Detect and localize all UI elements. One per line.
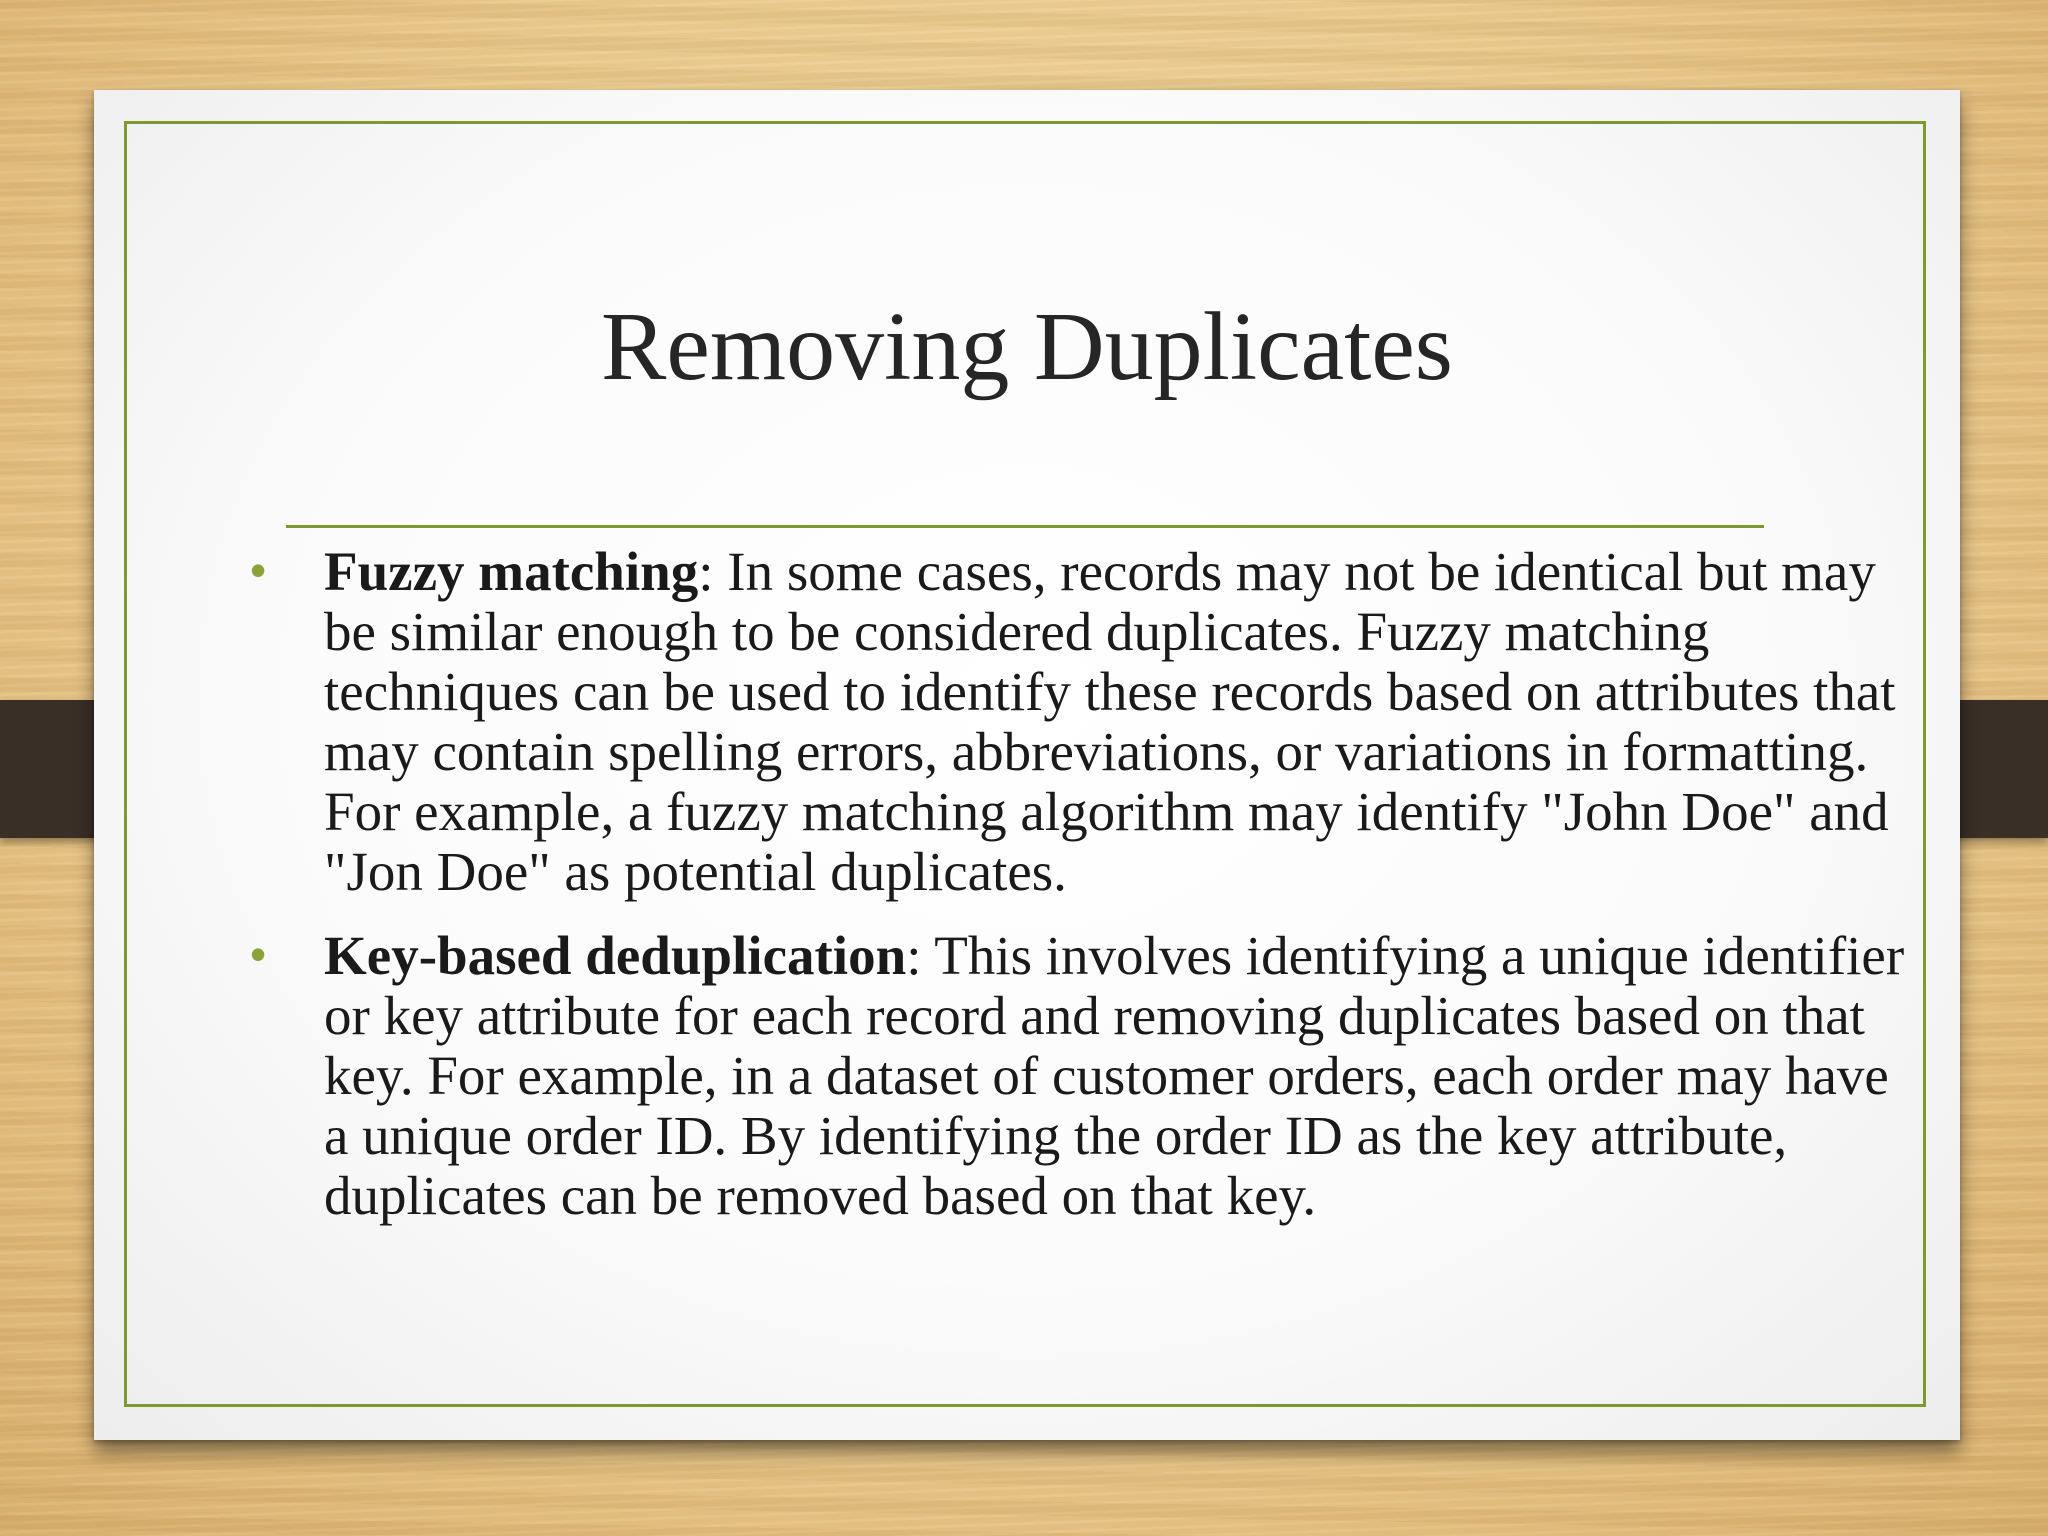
bullet-item-key-based-deduplication xyxy=(230,926,1910,1226)
bullet-term: Fuzzy matching xyxy=(324,541,699,602)
bullet-text: : This involves identifying a unique identifier or key attribute for each record and removing duplicates based on that key. For example, in a dataset of customer orders, each order may have a unique order ID. By identifying the order ID as the key attribute, duplicates can be removed based on that key. xyxy=(324,925,1905,1226)
bullet-list xyxy=(230,542,1910,1250)
bullet-item-fuzzy-matching xyxy=(230,542,1910,902)
slide xyxy=(94,90,1960,1440)
slide-title: Removing Duplicates xyxy=(601,293,1453,401)
bullet-term: Key-based deduplication xyxy=(324,925,907,986)
title-underline xyxy=(286,525,1764,528)
bullet-icon: • xyxy=(250,928,267,980)
bullet-icon: • xyxy=(250,544,267,596)
bullet-text: : In some cases, records may not be identical but may be similar enough to be considered duplicates. Fuzzy matching techniques can be used to identify these records based on attributes that may contain spelling errors, abbreviations, or variations in formatting. For example, a fuzzy matching algorithm may identify "John Doe" and "Jon Doe" as potential duplicates. xyxy=(324,541,1896,902)
